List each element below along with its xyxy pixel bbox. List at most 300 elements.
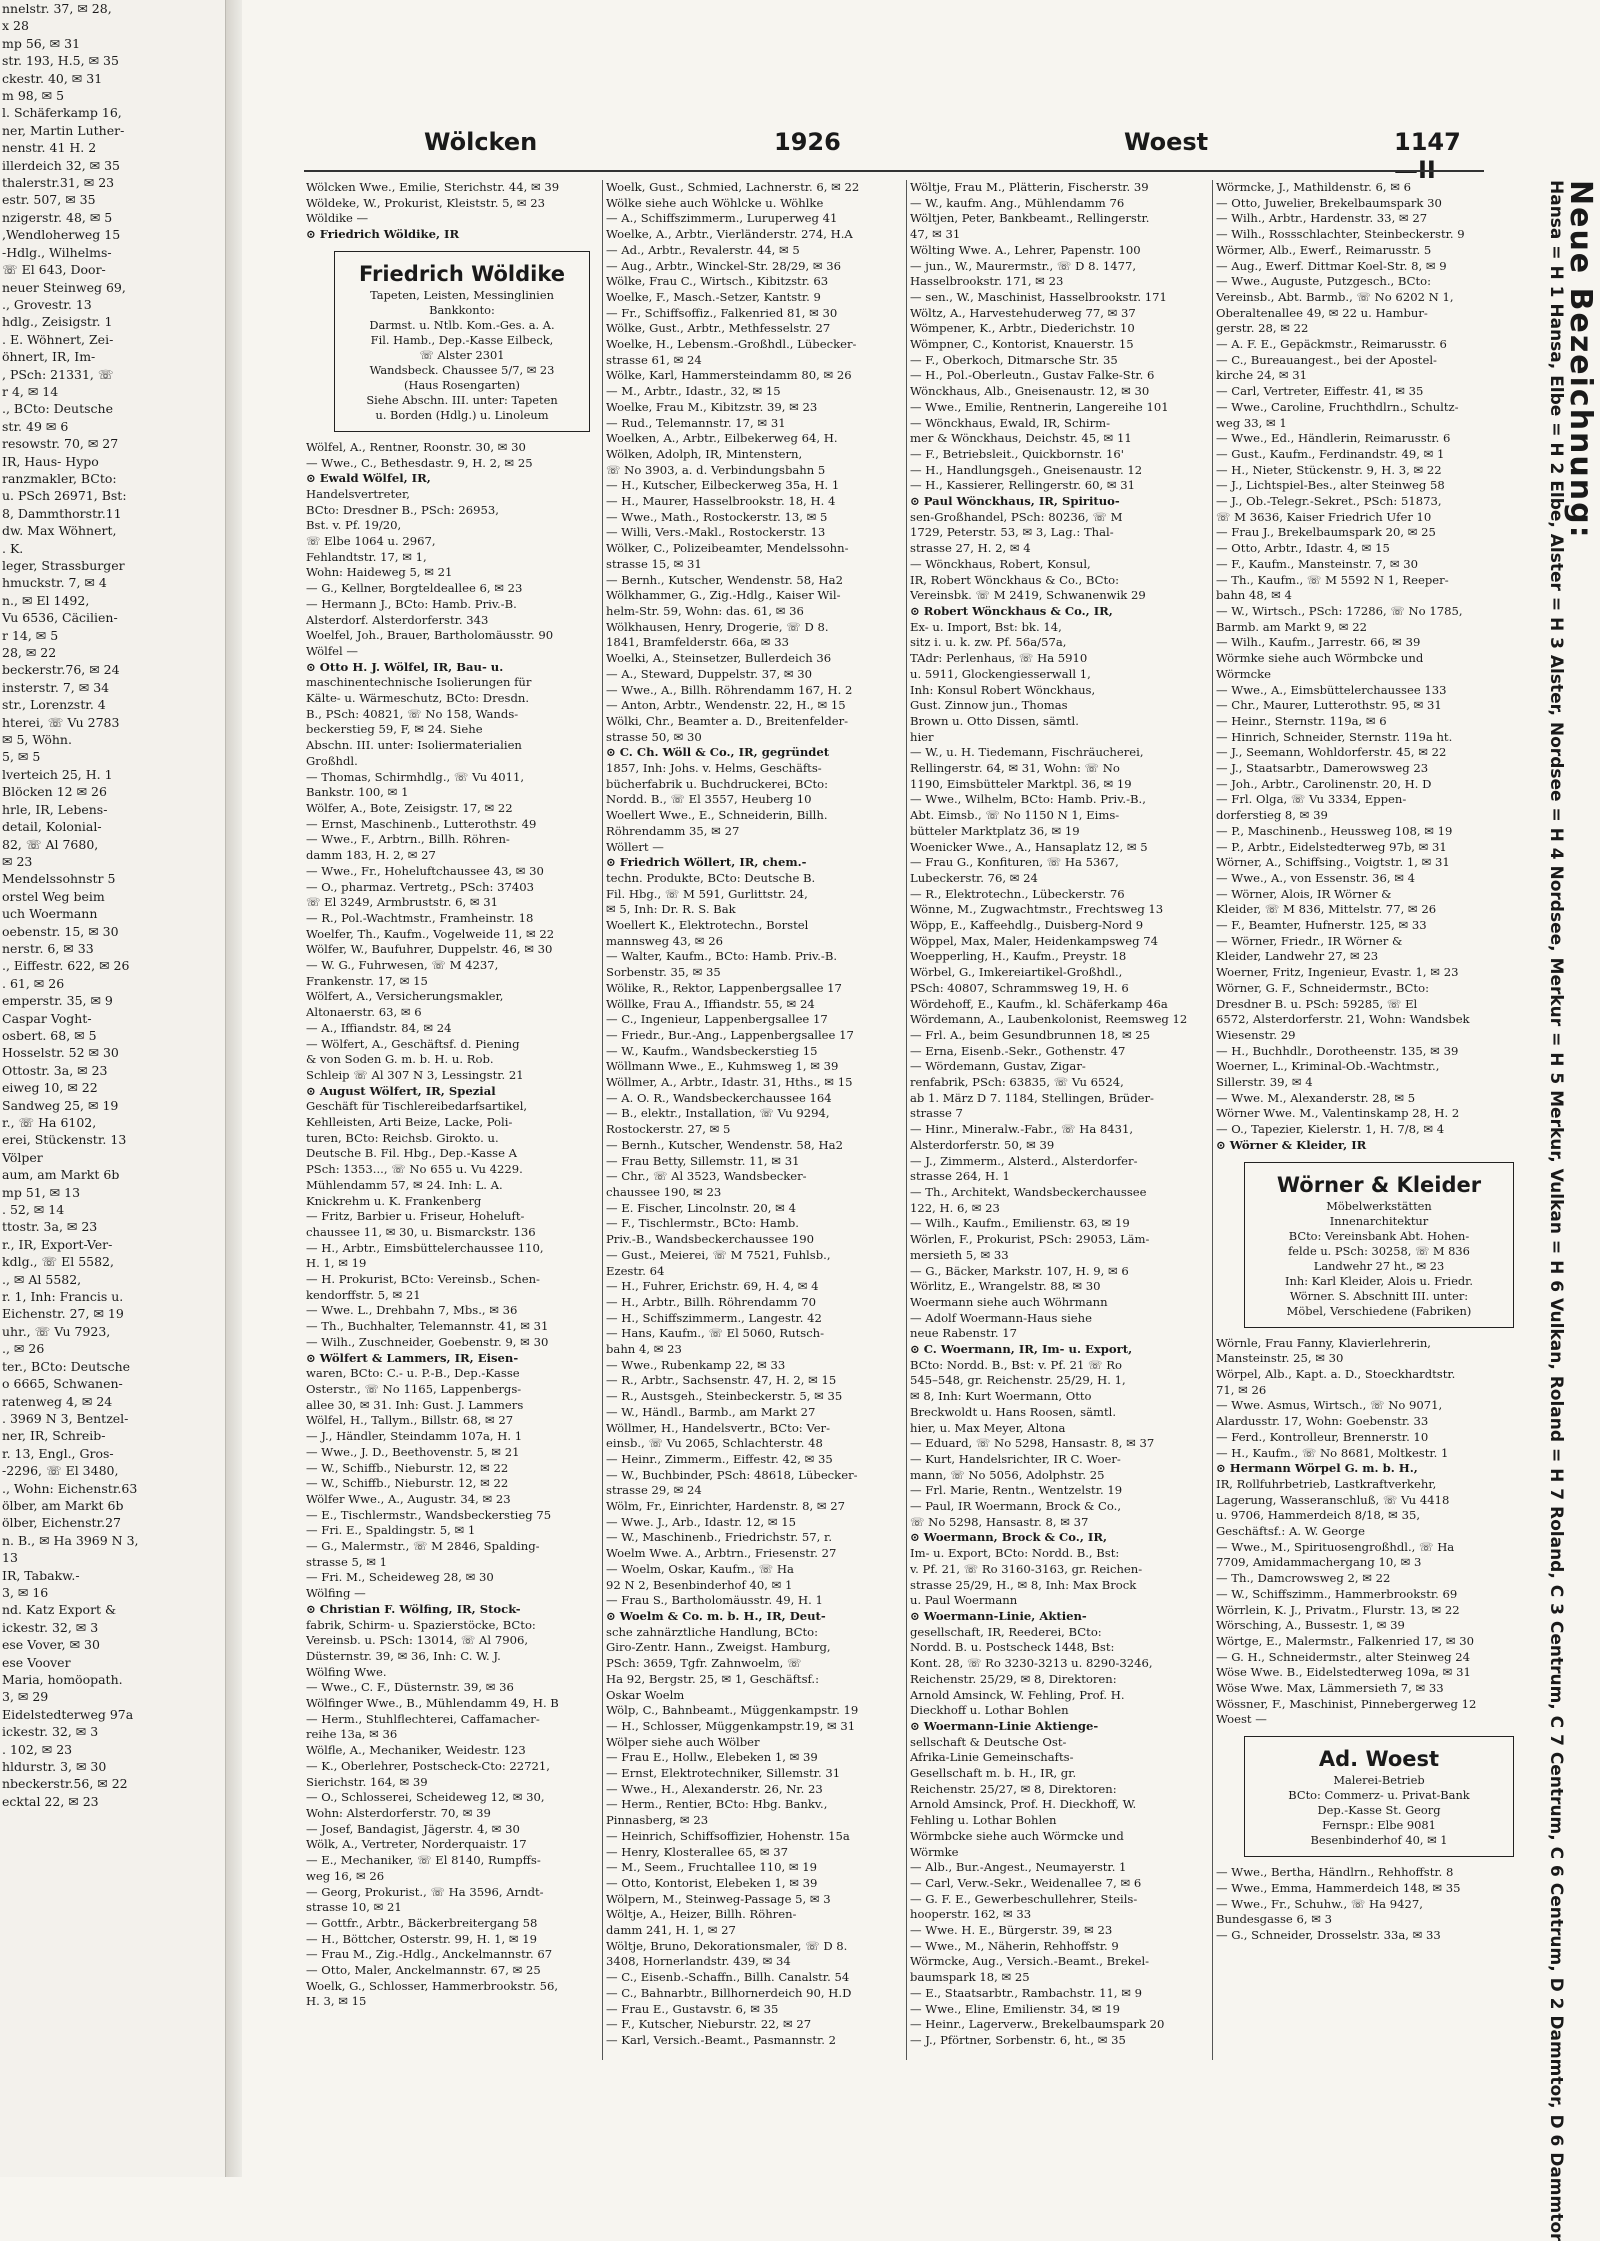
- directory-entry: Wohn: Haideweg 5, ✉ 21: [306, 565, 453, 580]
- directory-entry: Knickrehm u. K. Frankenberg: [306, 1193, 482, 1208]
- directory-entry: ⊙ Otto H. J. Wölfel, IR, Bau- u.: [306, 659, 504, 674]
- directory-entry: Wölkhammer, G., Zig.-Hdlg., Kaiser Wil-: [606, 588, 841, 603]
- directory-entry: — J., Staatsarbtr., Damerowsweg 23: [1216, 761, 1429, 776]
- directory-entry: — Wönckhaus, Ewald, IR, Schirm-: [910, 415, 1111, 430]
- directory-entry: Woerner, Fritz, Ingenieur, Evastr. 1, ✉ 23: [1216, 965, 1459, 980]
- directory-entry: Handelsvertreter,: [306, 486, 410, 501]
- directory-entry: — Wölfert, A., Geschäftsf. d. Piening: [306, 1036, 520, 1051]
- directory-entry: H. 3, ✉ 15: [306, 1994, 367, 2009]
- directory-entry: ⊙ Ewald Wölfel, IR,: [306, 471, 431, 486]
- directory-entry: — F., Kaufm., Mansteinstr. 7, ✉ 30: [1216, 556, 1418, 571]
- directory-entry: ☏ M 3636, Kaiser Friedrich Ufer 10: [1216, 509, 1432, 524]
- directory-entry: — Wwe., Rubenkamp 22, ✉ 33: [606, 1357, 786, 1372]
- directory-entry: PSch: 1353..., ☏ No 655 u. Vu 4229.: [306, 1162, 523, 1177]
- directory-entry: Bst. v. Pf. 19/20,: [306, 518, 402, 533]
- directory-entry: Wörner, G. F., Schneidermstr., BCto:: [1216, 980, 1429, 995]
- directory-entry: — M., Seem., Fruchtallee 110, ✉ 19: [606, 1860, 817, 1875]
- directory-entry: — P., Arbtr., Eidelstedterweg 97b, ✉ 31: [1216, 839, 1447, 854]
- fragment-line: str., Lorenzstr. 4: [2, 697, 106, 713]
- directory-entry: gerstr. 28, ✉ 22: [1216, 321, 1309, 336]
- fragment-line: -2296, ☏ El 3480,: [2, 1463, 119, 1479]
- directory-entry: Ex- u. Import, Bst: bk. 14,: [910, 619, 1062, 634]
- directory-entry: Alardusstr. 17, Wohn: Goebenstr. 33: [1216, 1414, 1429, 1429]
- directory-entry: weg 33, ✉ 1: [1216, 415, 1287, 430]
- fragment-line: ter., BCto: Deutsche: [2, 1358, 131, 1374]
- directory-entry: — G. H., Schneidermstr., alter Steinweg 24: [1216, 1649, 1471, 1664]
- directory-entry: — Frau M., Zig.-Hdlg., Anckelmannstr. 67: [306, 1947, 553, 1962]
- header-rule: [304, 170, 1484, 172]
- directory-entry: — H., Arbtr., Billh. Röhrendamm 70: [606, 1294, 817, 1309]
- directory-entry: ⊙ C. Ch. Wöll & Co., IR, gegründet: [606, 745, 830, 760]
- directory-entry: — A. O. R., Wandsbeckerchaussee 164: [606, 1090, 832, 1105]
- fragment-line: illerdeich 32, ✉ 35: [2, 157, 120, 173]
- directory-entry: Breckwoldt u. Hans Roosen, sämtl.: [910, 1404, 1117, 1419]
- advert-line: Wörner. S. Abschnitt III. unter:: [1289, 1288, 1469, 1303]
- directory-entry: bahn 4, ✉ 23: [606, 1342, 682, 1357]
- directory-entry: — Wwe., J. D., Beethovenstr. 5, ✉ 21: [306, 1444, 520, 1459]
- directory-entry: — F., Kutscher, Nieburstr. 22, ✉ 27: [606, 2017, 812, 2032]
- header-page-number: 1147—II: [1394, 128, 1461, 184]
- page-header: [304, 128, 1484, 184]
- directory-entry: einsb., ☏ Vu 2065, Schlachterstr. 48: [606, 1436, 823, 1451]
- fragment-line: lverteich 25, H. 1: [2, 766, 113, 782]
- fragment-line: ickestr. 32, ✉ 3: [2, 1619, 99, 1635]
- directory-entry: — Frau E., Gustavstr. 6, ✉ 35: [606, 2001, 779, 2016]
- directory-entry: — H., Kutscher, Eilbeckerweg 35a, H. 1: [606, 478, 840, 493]
- fragment-line: ., Grovestr. 13: [2, 296, 92, 312]
- column-1: [306, 180, 598, 2060]
- fragment-line: mp 51, ✉ 13: [2, 1184, 81, 1200]
- directory-entry: Woelfer, Th., Kaufm., Vogelweide 11, ✉ 22: [306, 926, 555, 941]
- advert-line: (Haus Rosengarten): [404, 377, 520, 392]
- directory-entry: ☏ Elbe 1064 u. 2967,: [306, 534, 436, 549]
- directory-entry: dorferstieg 8, ✉ 39: [1216, 808, 1328, 823]
- directory-entry: Wölkhausen, Henry, Drogerie, ☏ D 8.: [606, 619, 829, 634]
- directory-entry: — Wwe., Wilhelm, BCto: Hamb. Priv.-B.,: [910, 792, 1146, 807]
- directory-entry: strasse 10, ✉ 21: [306, 1900, 402, 1915]
- left-page-fragment: [0, 0, 227, 2177]
- directory-entry: — Gust., Meierei, ☏ M 7521, Fuhlsb.,: [606, 1247, 831, 1262]
- column-2: [606, 180, 902, 2060]
- directory-entry: ⊙ August Wölfert, IR, Spezial: [306, 1083, 496, 1098]
- directory-entry: — F., Beamter, Hufnerstr. 125, ✉ 33: [1216, 918, 1427, 933]
- advert-ad-woest: [1244, 1736, 1514, 1857]
- directory-entry: — Herm., Stuhlflechterei, Caffamacher-: [306, 1711, 540, 1726]
- fragment-line: eiweg 10, ✉ 22: [2, 1080, 98, 1096]
- directory-entry: 1857, Inh: Johs. v. Helms, Geschäfts-: [606, 761, 822, 776]
- directory-entry: ⊙ Christian F. Wölfing, IR, Stock-: [306, 1601, 521, 1616]
- directory-entry: — W., u. H. Tiedemann, Fischräucherei,: [910, 745, 1144, 760]
- directory-entry: — W., Wirtsch., PSch: 17286, ☏ No 1785,: [1216, 603, 1463, 618]
- fragment-line: ese Vover, ✉ 30: [2, 1637, 100, 1653]
- fragment-line: Eidelstedterweg 97a: [2, 1706, 134, 1722]
- directory-entry: Kehlleisten, Arti Beize, Lacke, Poli-: [306, 1115, 513, 1130]
- directory-entry: 6572, Alsterdorferstr. 21, Wohn: Wandsbek: [1216, 1012, 1470, 1027]
- directory-entry: Alsterdorf. Alsterdorferstr. 343: [306, 612, 489, 627]
- directory-entry: Wördemann, A., Laubenkolonist, Reemsweg 12: [910, 1012, 1188, 1027]
- fragment-line: . 3969 N 3, Bentzel-: [2, 1410, 129, 1426]
- edge-exchange-codes: Hansa = H 1 Hansa, Elbe = H 2 Elbe, Alster = H 3 Alster, Nordsee = H 4 Nordsee, Merkur = H 5 Merkur, Vulkan = H 6 Vulkan, Roland = H 7 Roland, C 3 Centrum, C 7 Centrum, C 6 Centrum, D 2 Dammtor, D 6 Dammtor: [1546, 180, 1566, 2241]
- directory-entry: Mansteinstr. 25, ✉ 30: [1216, 1351, 1344, 1366]
- directory-entry: Woelk, G., Schlosser, Hammerbrookstr. 56,: [306, 1978, 559, 1993]
- directory-entry: TAdr: Perlenhaus, ☏ Ha 5910: [910, 651, 1088, 666]
- directory-entry: — Wörner, Alois, IR Wörner &: [1216, 886, 1392, 901]
- advert-line: Landwehr 27 ht., ✉ 23: [1313, 1258, 1445, 1273]
- directory-entry: Reichenstr. 25/27, ✉ 8, Direktoren:: [910, 1781, 1117, 1796]
- fragment-line: r. 13, Engl., Gros-: [2, 1445, 114, 1461]
- directory-entry: Woest —: [1216, 1712, 1267, 1727]
- fragment-line: n. B., ✉ Ha 3969 N 3,: [2, 1532, 139, 1548]
- directory-entry: Arnold Amsinck, Prof. H. Dieckhoff, W.: [910, 1797, 1137, 1812]
- fragment-line: IR, Tabakw.-: [2, 1567, 80, 1583]
- directory-entry: ☏ El 3249, Armbruststr. 6, ✉ 31: [306, 895, 499, 910]
- directory-entry: — Wwe., Emma, Hammerdeich 148, ✉ 35: [1216, 1880, 1461, 1895]
- directory-entry: — J., Händler, Steindamm 107a, H. 1: [306, 1429, 523, 1444]
- directory-entry: u. Paul Woermann: [910, 1593, 1018, 1608]
- directory-entry: Oskar Woelm: [606, 1687, 685, 1702]
- directory-entry: — R., Elektrotechn., Lübeckerstr. 76: [910, 886, 1125, 901]
- directory-entry: beckerstieg 59, F, ✉ 24. Siehe: [306, 722, 483, 737]
- directory-entry: 1841, Bramfelderstr. 66a, ✉ 33: [606, 635, 789, 650]
- directory-entry: Woellert K., Elektrotechn., Borstel: [606, 918, 809, 933]
- directory-entry: — Wönckhaus, Robert, Konsul,: [910, 556, 1091, 571]
- directory-entry: ⊙ C. Woermann, IR, Im- u. Export,: [910, 1342, 1133, 1357]
- fragment-line: r 4, ✉ 14: [2, 383, 59, 399]
- directory-entry: ✉ 5, Inh: Dr. R. S. Bak: [606, 902, 736, 917]
- directory-entry: — J., Seemann, Wohldorferstr. 45, ✉ 22: [1216, 745, 1447, 760]
- directory-entry: ⊙ Woermann, Brock & Co., IR,: [910, 1530, 1107, 1545]
- directory-entry: ⊙ Friedrich Wöllert, IR, chem.-: [606, 855, 807, 870]
- directory-entry: bütteler Marktplatz 36, ✉ 19: [910, 823, 1080, 838]
- directory-entry: — W., Kaufm., Wandsbeckerstieg 15: [606, 1043, 818, 1058]
- advert-line: Dep.-Kasse St. Georg: [1317, 1803, 1441, 1818]
- directory-entry: techn. Produkte, BCto: Deutsche B.: [606, 870, 816, 885]
- directory-entry: ⊙ Woermann-Linie Aktienge-: [910, 1718, 1099, 1733]
- fragment-line: ckestr. 40, ✉ 31: [2, 70, 103, 86]
- fragment-line: 28, ✉ 22: [2, 645, 57, 661]
- directory-entry: Wörnle, Frau Fanny, Klavierlehrerin,: [1216, 1335, 1431, 1350]
- directory-entry: bücherfabrik u. Buchdruckerei, BCto:: [606, 776, 829, 791]
- directory-entry: Oberaltenallee 49, ✉ 22 u. Hambur-: [1216, 305, 1428, 320]
- advert-friedrich-woeldike: [334, 251, 590, 432]
- directory-entry: Wörner, A., Schiffsing., Voigtstr. 1, ✉ 31: [1216, 855, 1450, 870]
- fragment-line: l. Schäferkamp 16,: [2, 105, 122, 121]
- directory-entry: Wölfle, A., Mechaniker, Weidestr. 123: [306, 1743, 526, 1758]
- fragment-line: dw. Max Wöhnert,: [2, 523, 117, 539]
- directory-entry: — A., Steward, Duppelstr. 37, ✉ 30: [606, 666, 813, 681]
- directory-entry: Fehlandtstr. 17, ✉ 1,: [306, 549, 427, 564]
- directory-entry: — Frau S., Bartholomäusstr. 49, H. 1: [606, 1593, 823, 1608]
- directory-entry: — R., Austsgeh., Steinbeckerstr. 5, ✉ 35: [606, 1389, 843, 1404]
- directory-entry: Wöllert —: [606, 839, 664, 854]
- directory-entry: — Wilh., Rossschlachter, Steinbeckerstr. 9: [1216, 227, 1465, 242]
- advert-line: Möbel, Verschiedene (Fabriken): [1286, 1303, 1472, 1318]
- advert-woerner-kleider: [1244, 1162, 1514, 1328]
- fragment-line: erei, Stückenstr. 13: [2, 1132, 127, 1148]
- directory-entry: Bundesgasse 6, ✉ 3: [1216, 1912, 1332, 1927]
- directory-entry: — W., Maschinenb., Friedrichstr. 57, r.: [606, 1530, 833, 1545]
- directory-entry: B., PSch: 40821, ☏ No 158, Wands-: [306, 706, 519, 721]
- directory-entry: BCto: Nordd. B., Bst: v. Pf. 21 ☏ Ro: [910, 1357, 1122, 1372]
- fragment-line: kdlg., ☏ El 5582,: [2, 1254, 114, 1270]
- directory-entry: Wöltje, Frau M., Plätterin, Fischerstr. 39: [910, 180, 1149, 194]
- directory-entry: — Wwe., Eline, Emilienstr. 34, ✉ 19: [910, 2001, 1121, 2016]
- directory-entry: ⊙ Woermann-Linie, Aktien-: [910, 1608, 1087, 1623]
- directory-entry: Wöltje, A., Heizer, Billh. Röhren-: [606, 1907, 797, 1922]
- directory-entry: ☏ No 5298, Hansastr. 8, ✉ 37: [910, 1514, 1089, 1529]
- directory-entry: Sorbenstr. 35, ✉ 35: [606, 965, 721, 980]
- directory-entry: chaussee 11, ✉ 30, u. Bismarckstr. 136: [306, 1224, 536, 1239]
- fragment-line: 82, ☏ Al 7680,: [2, 836, 99, 852]
- fragment-line: . 102, ✉ 23: [2, 1741, 73, 1757]
- directory-entry: hooperstr. 162, ✉ 33: [910, 1907, 1032, 1922]
- directory-entry: — Th., Damcrowsweg 2, ✉ 22: [1216, 1571, 1391, 1586]
- directory-entry: Inh: Konsul Robert Wönckhaus,: [910, 682, 1096, 697]
- directory-entry: — Wwe., Bertha, Händlrn., Rehhoffstr. 8: [1216, 1865, 1454, 1880]
- directory-entry: v. Pf. 21, ☏ Ro 3160-3163, gr. Reichen-: [910, 1561, 1143, 1576]
- directory-entry: — Frau Betty, Sillemstr. 11, ✉ 31: [606, 1153, 800, 1168]
- directory-entry: Wörrlein, K. J., Privatm., Flurstr. 13, ✉ 22: [1216, 1602, 1460, 1617]
- directory-entry: — H., Maurer, Hasselbrookstr. 18, H. 4: [606, 494, 836, 509]
- fragment-line: Mendelssohnstr 5: [2, 871, 116, 887]
- fragment-line: aum, am Markt 6b: [2, 1167, 120, 1183]
- directory-entry: Nordd. B., ☏ El 3557, Heuberg 10: [606, 792, 812, 807]
- directory-entry: — Fri. M., Scheideweg 28, ✉ 30: [306, 1570, 494, 1585]
- directory-entry: — Otto, Arbtr., Idastr. 4, ✉ 15: [1216, 541, 1390, 556]
- directory-entry: — B., elektr., Installation, ☏ Vu 9294,: [606, 1106, 830, 1121]
- directory-entry: — Wwe. M., Alexanderstr. 28, ✉ 5: [1216, 1090, 1416, 1105]
- fragment-line: nzigerstr. 48, ✉ 5: [2, 209, 113, 225]
- directory-entry: Hasselbrookstr. 171, ✉ 23: [910, 274, 1064, 289]
- fragment-line: Ottostr. 3a, ✉ 23: [2, 1062, 108, 1078]
- fragment-line: nbeckerstr.56, ✉ 22: [2, 1776, 128, 1792]
- directory-entry: — Eduard, ☏ No 5298, Hansastr. 8, ✉ 37: [910, 1436, 1155, 1451]
- directory-entry: — Wilh., Arbtr., Hardenstr. 33, ✉ 27: [1216, 211, 1428, 226]
- directory-entry: — Woelm, Oskar, Kaufm., ☏ Ha: [606, 1561, 794, 1576]
- fragment-line: str. 49 ✉ 6: [2, 418, 69, 434]
- directory-entry: Wörmcke, J., Mathildenstr. 6, ✉ 6: [1216, 180, 1412, 194]
- directory-entry: — Wilh., Kaufm., Jarrestr. 66, ✉ 39: [1216, 635, 1421, 650]
- directory-entry: ⊙ Hermann Wörpel G. m. b. H.,: [1216, 1461, 1418, 1476]
- fragment-line: ranzmakler, BCto:: [2, 470, 117, 486]
- fragment-line: ,Wendloherweg 15: [2, 227, 121, 243]
- directory-entry: Wöse Wwe. B., Eidelstedterweg 109a, ✉ 31: [1216, 1665, 1471, 1680]
- fragment-line: str. 193, H.5, ✉ 35: [2, 53, 119, 69]
- directory-entry: — Bernh., Kutscher, Wendenstr. 58, Ha2: [606, 1137, 843, 1152]
- directory-entry: — H., Nieter, Stückenstr. 9, H. 3, ✉ 22: [1216, 462, 1442, 477]
- fragment-line: estr. 507, ✉ 35: [2, 192, 96, 208]
- directory-entry: Gust. Zinnow jun., Thomas: [910, 698, 1068, 713]
- directory-entry: Wörmcke, Aug., Versich.-Beamt., Brekel-: [910, 1954, 1150, 1969]
- column-4: [1216, 180, 1522, 2060]
- directory-entry: — Heinr., Sternstr. 119a, ✉ 6: [1216, 713, 1387, 728]
- directory-entry: Wölike, R., Rektor, Lappenbergsallee 17: [606, 980, 842, 995]
- directory-entry: Woermann siehe auch Wöhrmann: [910, 1294, 1108, 1309]
- directory-entry: — Wwe., Fr., Schuhw., ☏ Ha 9427,: [1216, 1896, 1423, 1911]
- advert-line: Malerei-Betrieb: [1333, 1773, 1425, 1788]
- directory-entry: Kleider, ☏ M 836, Mittelstr. 77, ✉ 26: [1216, 902, 1437, 917]
- directory-entry: — J., Ob.-Telegr.-Sekret., PSch: 51873,: [1216, 494, 1442, 509]
- directory-entry: Lagerung, Wasseranschluß, ☏ Vu 4418: [1216, 1492, 1450, 1507]
- column-divider: [906, 180, 907, 2060]
- directory-entry: Wöllmer, H., Handelsvertr., BCto: Ver-: [606, 1420, 831, 1435]
- directory-entry: — Gottfr., Arbtr., Bäckerbreitergang 58: [306, 1915, 538, 1930]
- directory-entry: 1190, Eimsbütteler Marktpl. 36, ✉ 19: [910, 776, 1132, 791]
- directory-entry: Barmb. am Markt 9, ✉ 22: [1216, 619, 1367, 634]
- fragment-line: ., Eiffestr. 622, ✉ 26: [2, 958, 130, 974]
- directory-entry: Woelm Wwe. A., Arbtrn., Friesenstr. 27: [606, 1546, 837, 1561]
- fragment-line: ner, Martin Luther-: [2, 122, 125, 138]
- directory-entry: — Walter, Kaufm., BCto: Hamb. Priv.-B.: [606, 949, 838, 964]
- directory-entry: weg 16, ✉ 26: [306, 1868, 385, 1883]
- directory-entry: — F., Betriebsleit., Quickbornstr. 16': [910, 446, 1124, 461]
- fragment-line: ✉ 5, Wöhn.: [2, 732, 72, 748]
- advert-line: Fernspr.: Elbe 9081: [1322, 1818, 1436, 1833]
- fragment-line: , PSch: 21331, ☏: [2, 366, 114, 382]
- directory-entry: — Fr., Schiffsoffiz., Falkenried 81, ✉ 30: [606, 305, 838, 320]
- directory-entry: — A., Iffiandstr. 84, ✉ 24: [306, 1020, 452, 1035]
- directory-entry: Pinnasberg, ✉ 23: [606, 1813, 709, 1828]
- directory-entry: ⊙ Wörner & Kleider, IR: [1216, 1137, 1367, 1152]
- fragment-line: -Hdlg., Wilhelms-: [2, 244, 112, 260]
- directory-entry: — Frau J., Brekelbaumspark 20, ✉ 25: [1216, 525, 1436, 540]
- directory-entry: Wömpner, C., Kontorist, Knauerstr. 15: [910, 337, 1134, 352]
- directory-entry: — Wwe., F., Arbtrn., Billh. Röhren-: [306, 832, 510, 847]
- directory-entry: strasse 25/29, H., ✉ 8, Inh: Max Brock: [910, 1577, 1137, 1592]
- header-left-keyword: Wölcken: [424, 128, 538, 156]
- directory-entry: — H., Kassierer, Rellingerstr. 60, ✉ 31: [910, 478, 1136, 493]
- advert-line: Tapeten, Leisten, Messinglinien: [370, 287, 554, 302]
- directory-entry: turen, BCto: Reichsb. Girokto. u.: [306, 1130, 499, 1145]
- fragment-line: n., ✉ El 1492,: [2, 592, 90, 608]
- directory-entry: — H., Böttcher, Osterstr. 99, H. 1, ✉ 19: [306, 1931, 537, 1946]
- directory-entry: Wölfel, A., Rentner, Roonstr. 30, ✉ 30: [306, 439, 526, 454]
- directory-entry: — W., Schiffszimm., Hammerbrookstr. 69: [1216, 1586, 1458, 1601]
- directory-entry: mersieth 5, ✉ 33: [910, 1247, 1009, 1262]
- directory-entry: — Friedr., Bur.-Ang., Lappenbergsallee 17: [606, 1027, 854, 1042]
- fragment-line: 8, Dammthorstr.11: [2, 505, 122, 521]
- directory-entry: Woepperling, H., Kaufm., Preystr. 18: [910, 949, 1127, 964]
- header-right-keyword: Woest: [1124, 128, 1209, 156]
- directory-entry: Wörpel, Alb., Kapt. a. D., Stoeckhardtstr.: [1216, 1367, 1456, 1381]
- directory-entry: — Wwe., A., Eimsbüttelerchaussee 133: [1216, 682, 1447, 697]
- advert-line: BCto: Vereinsbank Abt. Hohen-: [1288, 1228, 1470, 1243]
- directory-entry: — F., Tischlermstr., BCto: Hamb.: [606, 1216, 799, 1231]
- directory-entry: — C., Bahnarbtr., Billhornerdeich 90, H.D: [606, 1985, 852, 2000]
- directory-entry: — J., Zimmerm., Alsterd., Alsterdorfer-: [910, 1153, 1138, 1168]
- fragment-line: hmuckstr. 7, ✉ 4: [2, 575, 107, 591]
- directory-entry: Wörmbcke siehe auch Wörmcke und: [910, 1828, 1124, 1843]
- fragment-line: thalerstr.31, ✉ 23: [2, 175, 115, 191]
- advert-line: u. Borden (Hdlg.) u. Linoleum: [375, 407, 549, 422]
- directory-entry: Wölke siehe auch Wöhlcke u. Wöhlke: [606, 195, 824, 210]
- directory-entry: — K., Oberlehrer, Postscheck-Cto: 22721,: [306, 1758, 550, 1773]
- directory-entry: Bankstr. 100, ✉ 1: [306, 785, 409, 800]
- directory-entry: Schleip ☏ Al 307 N 3, Lessingstr. 21: [306, 1067, 524, 1082]
- directory-entry: — C., Ingenieur, Lappenbergsallee 17: [606, 1012, 828, 1027]
- directory-entry: gesellschaft, IR, Reederei, BCto:: [910, 1624, 1102, 1639]
- directory-entry: Wöltjen, Peter, Bankbeamt., Rellingerstr.: [910, 211, 1150, 226]
- directory-entry: — Th., Kaufm., ☏ M 5592 N 1, Reeper-: [1216, 572, 1449, 587]
- directory-entry: — G., Schneider, Drosselstr. 33a, ✉ 33: [1216, 1927, 1441, 1942]
- fragment-line: r 14, ✉ 5: [2, 627, 59, 643]
- directory-entry: mer & Wönckhaus, Deichstr. 45, ✉ 11: [910, 431, 1132, 446]
- directory-entry: — W., Händl., Barmb., am Markt 27: [606, 1404, 816, 1419]
- directory-entry: Wörtge, E., Malermstr., Falkenried 17, ✉ 30: [1216, 1633, 1475, 1648]
- directory-entry: Woelken, A., Arbtr., Eilbekerweg 64, H.: [606, 431, 838, 446]
- advert-line: Bankkonto:: [429, 302, 495, 317]
- directory-entry: Woelke, H., Lebensm.-Großhdl., Lübecker-: [606, 337, 857, 352]
- fragment-line: ickestr. 32, ✉ 3: [2, 1724, 99, 1740]
- directory-entry: Woellert Wwe., E., Schneiderin, Billh.: [606, 808, 828, 823]
- directory-entry: kendorffstr. 5, ✉ 21: [306, 1287, 421, 1302]
- directory-entry: Wölke, Frau C., Wirtsch., Kibitzstr. 63: [606, 274, 829, 289]
- directory-entry: Wölke, Karl, Hammersteindamm 80, ✉ 26: [606, 368, 852, 383]
- directory-entry: — E., Tischlermstr., Wandsbeckerstieg 75: [306, 1507, 552, 1522]
- directory-entry: Ezestr. 64: [606, 1263, 665, 1278]
- directory-entry: hier: [910, 729, 934, 744]
- directory-entry: allee 30, ✉ 31. Inh: Gust. J. Lammers: [306, 1397, 524, 1412]
- directory-entry: — O., Schlosserei, Scheideweg 12, ✉ 30,: [306, 1790, 545, 1805]
- fragment-line: hldurstr. 3, ✉ 30: [2, 1759, 107, 1775]
- directory-entry: baumspark 18, ✉ 25: [910, 1970, 1030, 1985]
- directory-entry: 7709, Amidammachergang 10, ✉ 3: [1216, 1555, 1422, 1570]
- directory-entry: — jun., W., Maurermstr., ☏ D 8. 1477,: [910, 258, 1137, 273]
- directory-entry: Wöllmer, A., Arbtr., Idastr. 31, Hths., ✉ 15: [606, 1075, 853, 1090]
- directory-entry: — Herm., Rentier, BCto: Hbg. Bankv.,: [606, 1797, 828, 1812]
- directory-entry: — H., Schiffszimmerm., Langestr. 42: [606, 1310, 822, 1325]
- directory-entry: Vereinsbk. ☏ M 2419, Schwanenwik 29: [910, 588, 1146, 603]
- directory-entry: Sillerstr. 39, ✉ 4: [1216, 1075, 1313, 1090]
- fragment-line: leger, Strassburger: [2, 558, 125, 573]
- directory-entry: — Wwe., A., von Essenstr. 36, ✉ 4: [1216, 870, 1415, 885]
- fragment-line: uhr., ☏ Vu 7923,: [2, 1323, 111, 1339]
- fragment-line: 5, ✉ 5: [2, 749, 41, 765]
- directory-entry: Wölfel —: [306, 643, 358, 658]
- directory-entry: — Wwe. H. E., Bürgerstr. 39, ✉ 23: [910, 1923, 1113, 1938]
- directory-entry: — Wwe., Fr., Hoheluftchaussee 43, ✉ 30: [306, 863, 544, 878]
- directory-entry: — J., Lichtspiel-Bes., alter Steinweg 58: [1216, 478, 1445, 493]
- advert-line: Inh: Karl Kleider, Alois u. Friedr.: [1285, 1273, 1473, 1288]
- fragment-line: Blöcken 12 ✉ 26: [2, 784, 107, 800]
- directory-entry: Nordd. B. u. Postscheck 1448, Bst:: [910, 1640, 1115, 1655]
- directory-entry: — Ferd., Kontrolleur, Brennerstr. 10: [1216, 1429, 1429, 1444]
- directory-entry: Wölki, Chr., Beamter a. D., Breitenfelder-: [606, 713, 849, 728]
- column-3: [910, 180, 1208, 2060]
- advert-title: Friedrich Wöldike: [358, 261, 565, 286]
- fragment-line: detail, Kolonial-: [2, 819, 102, 835]
- directory-entry: Altonaerstr. 63, ✉ 6: [306, 1005, 422, 1020]
- fragment-line: r., IR, Export-Ver-: [2, 1236, 113, 1252]
- fragment-line: beckerstr.76, ✉ 24: [2, 662, 120, 678]
- fragment-line: ., ✉ Al 5582,: [2, 1271, 82, 1287]
- directory-entry: — Hans, Kaufm., ☏ El 5060, Rutsch-: [606, 1326, 825, 1341]
- directory-entry: — Thomas, Schirmhdlg., ☏ Vu 4011,: [306, 769, 525, 784]
- directory-entry: — W., Schiffb., Nieburstr. 12, ✉ 22: [306, 1476, 509, 1491]
- fragment-line: ratenweg 4, ✉ 24: [2, 1393, 113, 1409]
- directory-entry: Wörner Wwe. M., Valentinskamp 28, H. 2: [1216, 1106, 1460, 1121]
- directory-entry: strasse 5, ✉ 1: [306, 1554, 388, 1569]
- directory-entry: — W., Buchbinder, PSch: 48618, Lübecker-: [606, 1467, 858, 1482]
- directory-entry: 92 N 2, Besenbinderhof 40, ✉ 1: [606, 1577, 793, 1592]
- fragment-line: ttostr. 3a, ✉ 23: [2, 1219, 98, 1235]
- directory-entry: Geschäft für Tischlereibedarfsartikel,: [306, 1099, 528, 1114]
- directory-entry: Wölfinger Wwe., B., Mühlendamm 49, H. B: [306, 1696, 559, 1711]
- advert-line: Möbelwerkstätten: [1326, 1198, 1432, 1213]
- fragment-line: Caspar Voght-: [2, 1010, 92, 1026]
- directory-entry: Deutsche B. Fil. Hbg., Dep.-Kasse A: [306, 1146, 518, 1161]
- directory-entry: — G., Bäcker, Markstr. 107, H. 9, ✉ 6: [910, 1263, 1129, 1278]
